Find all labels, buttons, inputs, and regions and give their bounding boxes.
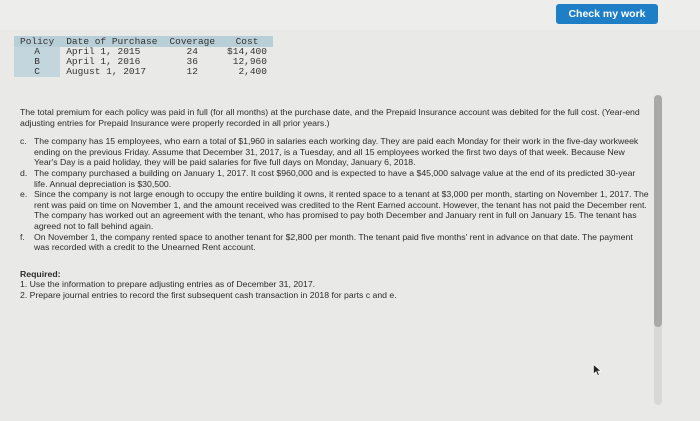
- check-my-work-button[interactable]: Check my work: [556, 4, 658, 24]
- required-line-1: 1. Use the information to prepare adjusting entries as of December 31, 2017.: [20, 279, 316, 290]
- date-cell: April 1, 2016: [66, 56, 141, 67]
- item-marker: c.: [20, 136, 27, 147]
- coverage-cell: 24: [186, 46, 198, 57]
- item-marker: e.: [20, 189, 28, 200]
- list-item-d: [20, 168, 650, 189]
- scrollbar-track[interactable]: [654, 95, 662, 405]
- required-section: [20, 269, 650, 301]
- item-marker: d.: [20, 167, 28, 178]
- item-marker: f.: [20, 231, 25, 242]
- header-date: Date of Purchase: [60, 36, 163, 47]
- cost-cell: 2,400: [238, 66, 267, 77]
- scrollbar-thumb[interactable]: [654, 95, 662, 327]
- item-text: The company has 15 employees, who earn a total of $1,960 in salaries each working day. They are paid each Monday for their work in the five-day workweek ending on the previous Friday. Assume that December 31, 2017, is a Tuesday, and all 15 employees worked the first two days of that week. Because New Year's Day is a paid holiday, they will be paid salaries for five full days on Monday, January 6, 2018.: [34, 136, 639, 168]
- intro-paragraph: The total premium for each policy was paid in full (for all months) at the purchase date, and the Prepaid Insurance account was debited for the full cost. (Year-end adjusting entries for Prepaid Insurance were properly recorded in all prior years.): [20, 107, 640, 128]
- pointer-cursor-icon: [593, 364, 602, 376]
- problem-content: [20, 107, 650, 301]
- policy-cell: C: [14, 67, 60, 77]
- list-item-f: [20, 232, 650, 253]
- item-text: Since the company is not large enough to occupy the entire building it owns, it rented space to a tenant at $3,000 per month, starting on November 1, 2017. The rent was paid on time on November 1, and the amount received was credited to the Rent Earned account. However, the tenant has not paid the December rent. The company has worked out an agreement with the tenant, who has promised to pay both December and January rent in full on January 15. The tenant has agreed not to fall behind again.: [34, 189, 649, 231]
- top-bar: [0, 0, 700, 30]
- required-line-2: 2. Prepare journal entries to record the first subsequent cash transaction in 2018 for parts c and e.: [20, 289, 397, 300]
- coverage-cell: 12: [186, 66, 198, 77]
- list-item-e: [20, 189, 650, 231]
- policy-table: [14, 36, 273, 77]
- header-coverage: Coverage: [163, 36, 221, 47]
- item-text: The company purchased a building on January 1, 2017. It cost $960,000 and is expected to have a $45,000 salvage value at the end of its predicted 30-year life. Annual depreciation is $30,500.: [34, 167, 636, 189]
- cost-cell: $14,400: [227, 46, 267, 57]
- date-cell: April 1, 2015: [66, 46, 141, 57]
- coverage-cell: 36: [186, 56, 198, 67]
- header-cost: Cost: [221, 36, 273, 47]
- table-row: [14, 67, 273, 77]
- header-policy: Policy: [14, 36, 60, 47]
- date-cell: August 1, 2017: [66, 66, 147, 77]
- required-heading: Required:: [20, 268, 61, 279]
- list-item-c: [20, 136, 650, 168]
- policy-cell: B: [14, 57, 60, 67]
- cost-cell: 12,960: [232, 56, 267, 67]
- policy-cell: A: [14, 47, 60, 57]
- item-text: On November 1, the company rented space to another tenant for $2,800 per month. The tenant paid five months' rent in advance on that date. The payment was recorded with a credit to the Unearned Rent account.: [34, 231, 633, 253]
